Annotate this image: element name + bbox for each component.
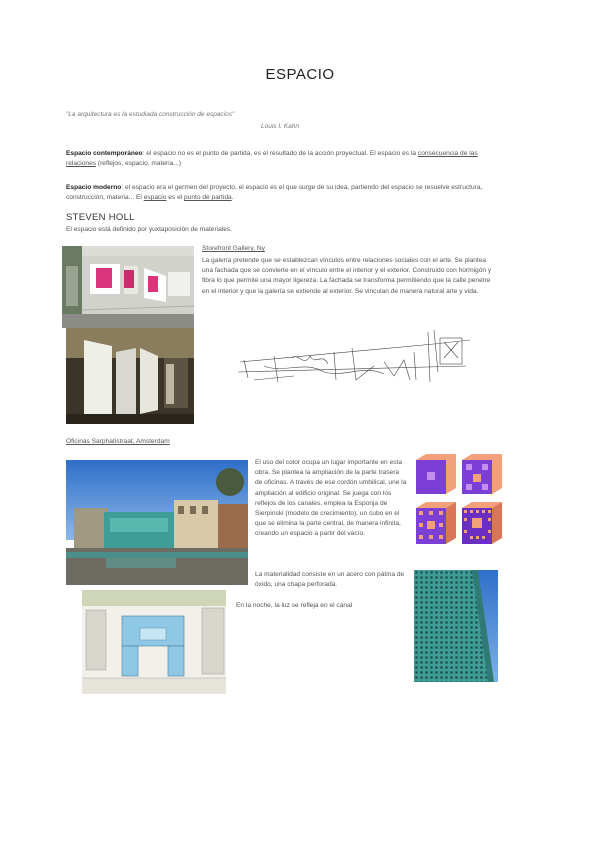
sarphati-materia: La materialidad consiste en un acero con pátina de óxido, una chapa perforada. bbox=[255, 571, 405, 589]
paragraph-moderno bbox=[66, 183, 494, 203]
sarphati-text: El uso del color ocupa un lugar importante en esta obra. Se plantea la ampliación de la parte trasera de oficinas. A través de ese cordón umbilical, une la ampliación al edificio original. Se juega con los reflejos de los canales, emplea la Esponja de Sierpinski (modelo de crecimiento), un cubo en el que se elimina la parte central, de manera infinita, creando un espacio a partir del vacío. bbox=[255, 459, 407, 538]
moderno-text: : el espacio era el germen del proyecto, el espacio es el que surge de su idea, partiendo del espacio se resuelve estructura, construcción, materia... El bbox=[66, 184, 483, 201]
moderno-text2: es el bbox=[166, 194, 185, 201]
moderno-link-espacio[interactable]: espacio bbox=[143, 194, 167, 201]
sierpinski-cubes bbox=[414, 452, 506, 548]
cube-3 bbox=[416, 502, 456, 544]
cube-1 bbox=[416, 454, 456, 494]
kahn-quote: "La arquitectura es la estudiada construcción de espacios" bbox=[66, 111, 235, 118]
perforated-facade-photo bbox=[414, 570, 498, 682]
sarphati-plan bbox=[82, 590, 226, 694]
paragraph-contemporaneo bbox=[66, 149, 494, 169]
sarphati-link[interactable]: Oficinas Sarphatistraat, Amsterdam bbox=[66, 438, 170, 445]
moderno-link-punto[interactable]: punto de partida bbox=[184, 194, 232, 201]
contemporaneo-text2: (reflejos, espacio, materia...) bbox=[96, 160, 182, 167]
moderno-text3: . bbox=[231, 194, 234, 201]
sarphati-night: En la noche, la luz se refleja en el canal bbox=[236, 602, 353, 609]
storefront-photo-interior bbox=[66, 328, 194, 424]
storefront-photo-exterior bbox=[62, 246, 194, 328]
cube-2 bbox=[462, 454, 502, 494]
storefront-text: La galería pretende que se establezcan vínculos entre relaciones sociales con el arte. Se plantea una fachada que se convierte en el vínculo entre el interior y el exterior. Construido con hormigón y fibra lo que permite una mayor ligereza. La fachada se transforma permitiendo que la calle penetre en el interior y que la galería se extiende al exterior. Se vinculan de manera natural arte y vida. bbox=[202, 257, 492, 295]
contemporaneo-text: : el espacio no es el punto de partida, es el resultado de la acción proyectual. El espacio es la bbox=[142, 150, 417, 157]
storefront-sketch bbox=[234, 322, 474, 386]
cube-4 bbox=[462, 502, 502, 544]
contemporaneo-label: Espacio contemporáneo bbox=[66, 150, 143, 157]
sarphati-photo bbox=[66, 460, 248, 585]
storefront-link[interactable]: Storefront Gallery, Ny bbox=[202, 245, 265, 252]
quote-author: Louis I. Kahn bbox=[261, 123, 299, 130]
contemporaneo-link[interactable]: consecuencia de las relaciones bbox=[66, 150, 478, 167]
holl-subtitle: El espacio está definido por yuxtaposición de materiales. bbox=[66, 226, 233, 233]
moderno-label: Espacio moderno bbox=[66, 184, 122, 191]
section-heading-holl: STEVEN HOLL bbox=[66, 212, 135, 223]
page-title: ESPACIO bbox=[265, 66, 335, 83]
